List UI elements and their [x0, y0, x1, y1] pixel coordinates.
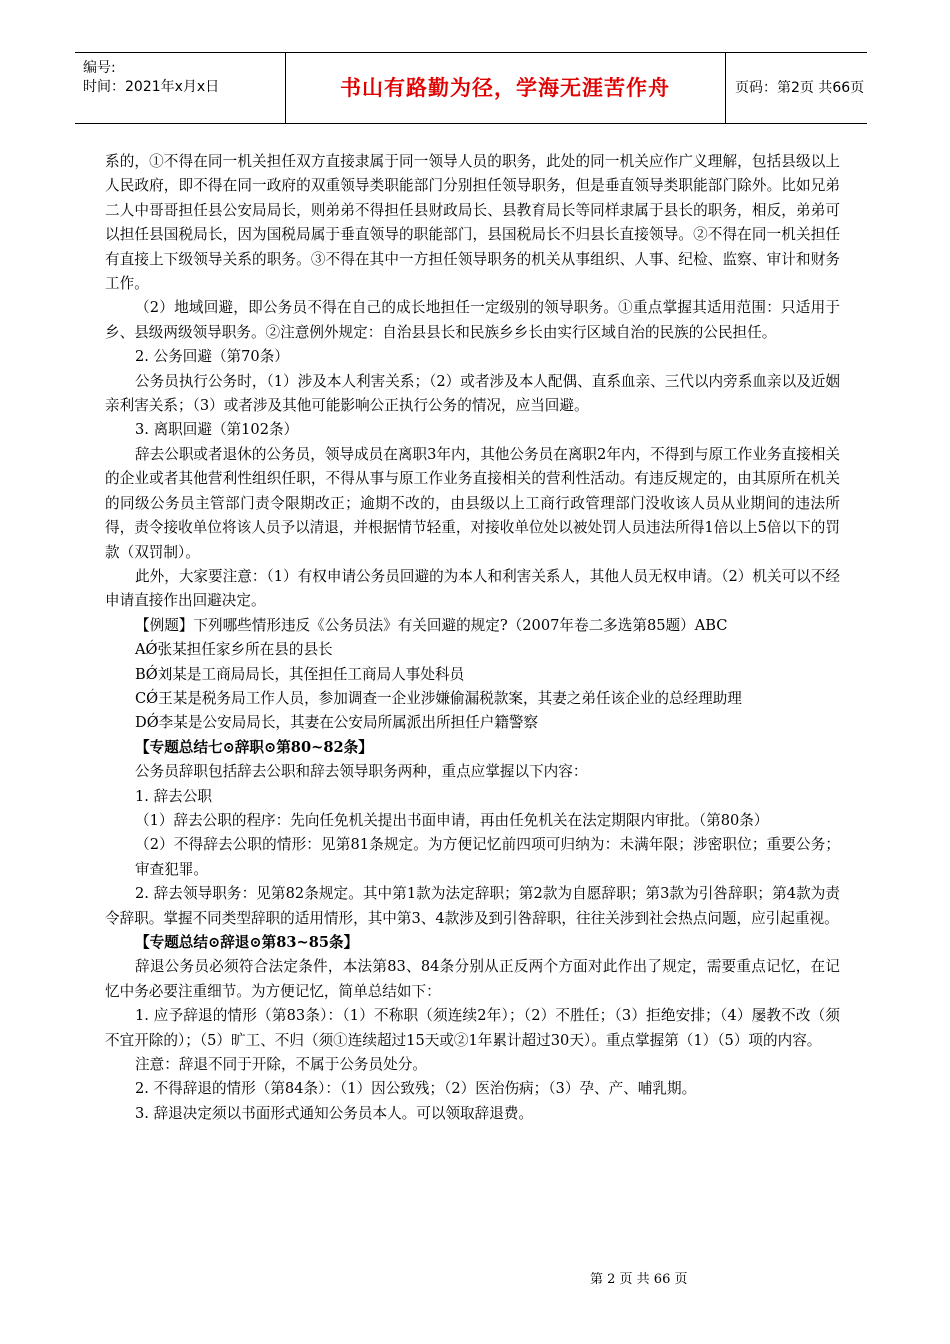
paragraph: 1. 应予辞退的情形（第83条）：（1）不称职（须连续2年）；（2）不胜任；（3）拒绝安排；（4）屡教不改（须不宜开除的）；（5）旷工、不归（须①连续超过15天或②1年累计超过30天）。重点掌握第（1）（5）项的内容。 — [105, 1007, 840, 1049]
document-body — [105, 150, 840, 1126]
document-number-label: 编号: — [83, 60, 116, 76]
header-page-cell — [725, 53, 867, 123]
paragraph: 2. 辞去领导职务：见第82条规定。其中第1款为法定辞职；第2款为自愿辞职；第3款为引咎辞职；第4款为责令辞职。掌握不同类型辞职的适用情形，其中第3、4款涉及到引咎辞职，往往关涉到社会热点问题，应引起重视。 — [105, 885, 840, 927]
paragraph: （1）辞去公职的程序：先向任免机关提出书面申请，再由任免机关在法定期限内审批。（第80条） — [135, 811, 769, 829]
paragraph: 公务员执行公务时，（1）涉及本人利害关系；（2）或者涉及本人配偶、直系血亲、三代以内旁系血亲以及近姻亲利害关系；（3）或者涉及其他可能影响公正执行公务的情况，应当回避。 — [105, 372, 840, 415]
page-footer: 第 2 页 共 66 页 — [590, 1272, 688, 1287]
page-header — [75, 52, 867, 124]
paragraph: 注意：辞退不同于开除，不属于公务员处分。 — [135, 1056, 427, 1074]
paragraph: BǾ刘某是工商局局长，其侄担任工商局人事处科员 — [135, 665, 465, 683]
header-meta — [75, 53, 286, 123]
paragraph: 2. 不得辞退的情形（第84条）：（1）因公致残；（2）医治伤病；（3）孕、产、哺乳期。 — [135, 1080, 697, 1098]
paragraph: 【专题总结⊙辞退⊙第83~85条】 — [135, 934, 359, 951]
paragraph: 系的，①不得在同一机关担任双方直接隶属于同一领导人员的职务，此处的同一机关应作广义理解，包括县级以上人民政府，即不得在同一政府的双重领导类职能部门分别担任领导职务，但是垂直领导类职能部门除外。比如兄弟二人中哥哥担任县公安局局长，则弟弟不得担任县财政局长、县教育局长等同样隶属于县长的职务，相反，弟弟可以担任县国税局长，因为国税局属于垂直领导的职能部门，县国税局长不归县长直接领导。②不得在同一机关担任有直接上下级领导关系的职务。③不得在其中一方担任领导职务的机关从事组织、人事、纪检、监察、审计和财务工作。 — [105, 153, 840, 293]
paragraph: 【例题】下列哪些情形违反《公务员法》有关回避的规定?（2007年卷二多选第85题）ABC — [135, 616, 728, 634]
paragraph: CǾ王某是税务局工作人员，参加调查一企业涉嫌偷漏税款案，其妻之弟任该企业的总经理助理 — [135, 689, 742, 707]
paragraph: （2）不得辞去公职的情形：见第81条规定。为方便记忆前四项可归纳为：未满年限；涉密职位；重要公务；审查犯罪。 — [135, 836, 840, 878]
paragraph: 辞退公务员必须符合法定条件，本法第83、84条分别从正反两个方面对此作出了规定，需要重点记忆，在记忆中务必要注重细节。为方便记忆，简单总结如下： — [105, 958, 840, 1000]
paragraph: 3. 离职回避（第102条） — [135, 421, 299, 439]
paragraph: DǾ李某是公安局局长，其妻在公安局所属派出所担任户籍警察 — [135, 714, 539, 732]
paragraph: 【专题总结七⊙辞职⊙第80~82条】 — [135, 738, 373, 756]
paragraph: 此外，大家要注意：（1）有权申请公务员回避的为本人和利害关系人，其他人员无权申请。（2）机关可以不经申请直接作出回避决定。 — [105, 567, 840, 610]
paragraph: AǾ张某担任家乡所在县的县长 — [135, 641, 333, 659]
document-time-label: 时间：2021年x月x日 — [83, 79, 220, 95]
header-page-number: 页码：第2页 共66页 — [735, 80, 865, 96]
paragraph: （2）地域回避，即公务员不得在自己的成长地担任一定级别的领导职务。①重点掌握其适用范围：只适用于乡、县级两级领导职务。②注意例外规定：自治县县长和民族乡乡长由实行区域自治的民族的公民担任。 — [105, 299, 840, 341]
header-motto-cell — [285, 53, 726, 123]
paragraph: 公务员辞职包括辞去公职和辞去领导职务两种，重点应掌握以下内容： — [135, 763, 588, 781]
header-motto: 书山有路勤为径，学海无涯苦作舟 — [340, 76, 670, 100]
paragraph: 1. 辞去公职 — [135, 787, 212, 805]
paragraph: 辞去公职或者退休的公务员，领导成员在离职3年内，其他公务员在离职2年内，不得到与原工作业务直接相关的企业或者其他营利性组织任职，不得从事与原工作业务直接相关的营利性活动。有违反规定的，由其原所在机关的同级公务员主管部门责令限期改正；逾期不改的，由县级以上工商行政管理部门没收该人员从业期间的违法所得，责令接收单位将该人员予以清退，并根据情节轻重，对接收单位处以被处罚人员违法所得1倍以上5倍以下的罚款（双罚制）。 — [105, 445, 840, 561]
paragraph: 3. 辞退决定须以书面形式通知公务员本人。可以领取辞退费。 — [135, 1104, 534, 1122]
paragraph: 2. 公务回避（第70条） — [135, 348, 289, 366]
